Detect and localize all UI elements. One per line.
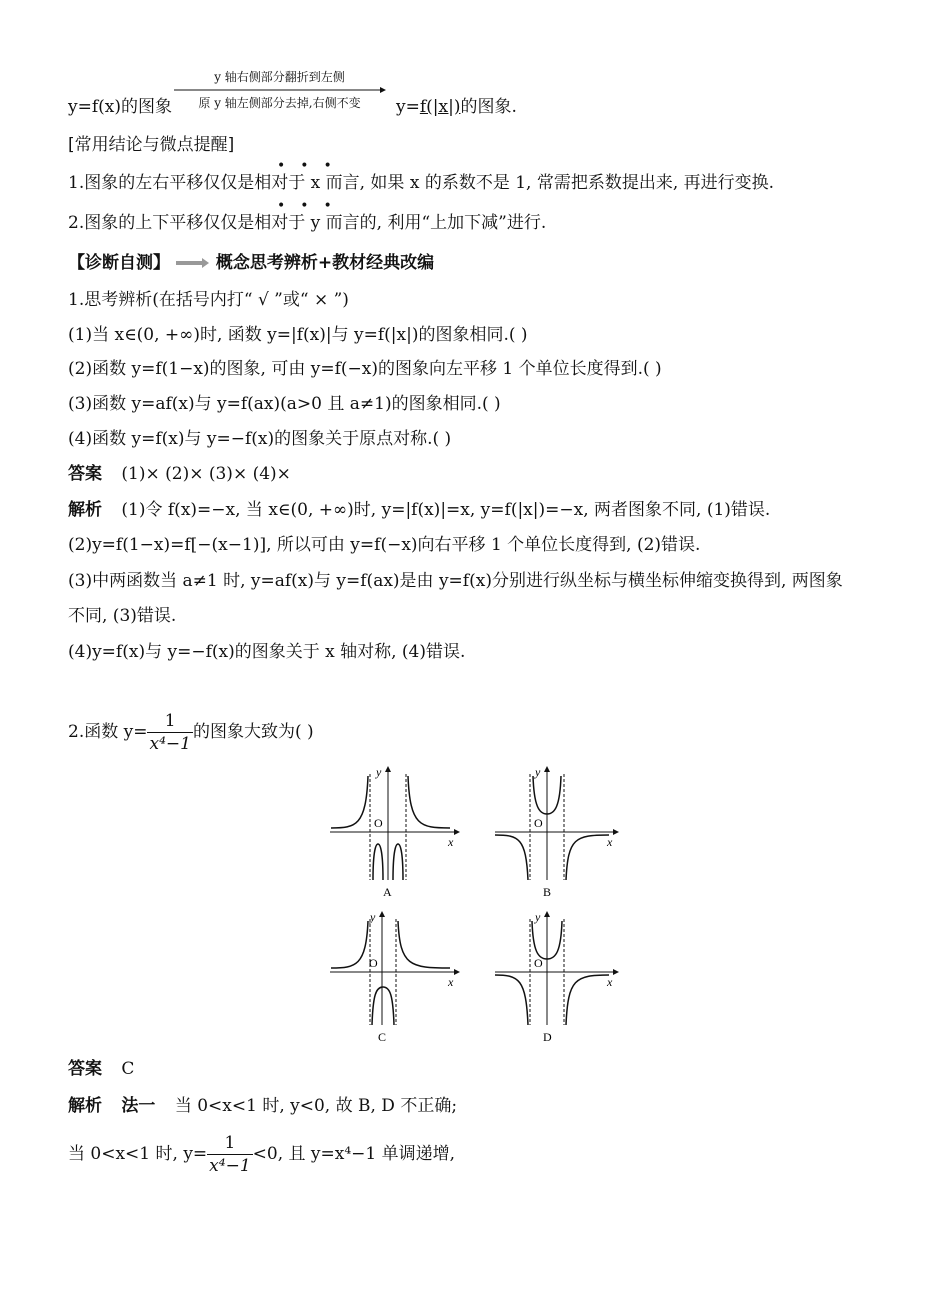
answer-2-label: 答案 bbox=[68, 1059, 102, 1079]
graph-d bbox=[495, 910, 619, 1042]
analysis-4: (4)y=f(x)与 y=−f(x)的图象关于 x 轴对称, (4)错误. bbox=[68, 642, 466, 662]
transform-right-a: y= bbox=[396, 97, 420, 117]
q2-prefix: 2.函数 y= bbox=[68, 722, 148, 742]
q2-stem bbox=[68, 710, 314, 755]
graph-c-label: C bbox=[378, 1030, 387, 1042]
graph-b-origin: O bbox=[534, 816, 543, 830]
diagnosis-title: 【诊断自测】 bbox=[68, 253, 170, 273]
arrow-top-label: y 轴右侧部分翻折到左侧 bbox=[214, 70, 345, 84]
answer-label: 答案 bbox=[68, 464, 102, 484]
graph-c-y-label: y bbox=[370, 910, 376, 924]
transform-arrow bbox=[172, 68, 387, 112]
analysis-3a: (3)中两函数当 a≠1 时, y=af(x)与 y=f(ax)是由 y=f(x)分别进行纵坐标与横坐标伸缩变换得到, 两图象 bbox=[68, 571, 843, 591]
method-2-fraction-den: x⁴−1 bbox=[209, 1156, 251, 1176]
answer-1 bbox=[68, 463, 291, 485]
conclusion-item-1-text: 1.图象的左右平移仅仅是相对于 x 而言, 如果 x 的系数不是 1, 常需把系数提出来, 再进行变换. bbox=[68, 173, 775, 193]
answer-2-text: C bbox=[121, 1059, 135, 1079]
method-1-line bbox=[68, 1095, 457, 1117]
transform-line bbox=[68, 96, 172, 118]
q1-item-4: (4)函数 y=f(x)与 y=−f(x)的图象关于原点对称.( ) bbox=[68, 429, 452, 449]
method-2-fraction-num: 1 bbox=[207, 1132, 252, 1155]
graph-b bbox=[495, 765, 619, 899]
graph-c-x-label: x bbox=[448, 975, 454, 989]
method-2-suffix: <0, 且 y=x⁴−1 单调递增, bbox=[252, 1144, 456, 1164]
graph-a-x-label: x bbox=[448, 835, 454, 849]
q2-suffix: 的图象大致为( ) bbox=[192, 722, 314, 742]
diagnosis-subtitle: 概念思考辨析+教材经典改编 bbox=[215, 253, 435, 273]
analysis-2: (2)y=f(1−x)=f[−(x−1)], 所以可由 y=f(−x)向右平移 1 个单位长度得到, (2)错误. bbox=[68, 535, 701, 555]
graph-b-y-label: y bbox=[535, 765, 541, 779]
q2-fraction bbox=[147, 710, 192, 755]
method-2-fraction bbox=[207, 1132, 252, 1177]
analysis-2-label: 解析 bbox=[68, 1096, 102, 1116]
method-label: 法一 bbox=[121, 1096, 156, 1116]
conclusion-item-2-text: 2.图象的上下平移仅仅是相对于 y 而言的, 利用“上加下减”进行. bbox=[68, 213, 547, 233]
q2-fraction-den: x⁴−1 bbox=[149, 734, 191, 754]
graph-a-origin: O bbox=[374, 816, 383, 830]
method-2-prefix: 当 0<x<1 时, y= bbox=[68, 1144, 208, 1164]
transform-right bbox=[396, 96, 517, 118]
graph-c bbox=[330, 910, 460, 1042]
graph-d-label: D bbox=[543, 1030, 552, 1042]
answer-1-text: (1)× (2)× (3)× (4)× bbox=[121, 464, 291, 484]
double-arrow-icon bbox=[176, 257, 210, 269]
answer-2 bbox=[68, 1058, 134, 1080]
emphasis-dots-1: ••• bbox=[277, 158, 347, 174]
arrow-bottom-label: 原 y 轴左侧部分去掉,右侧不变 bbox=[198, 96, 361, 110]
transform-left: y=f(x)的图象 bbox=[68, 97, 172, 117]
diagnosis-header bbox=[68, 252, 434, 274]
conclusion-item-2 bbox=[68, 212, 546, 234]
transform-right-b: f(|x|) bbox=[419, 97, 461, 117]
q1-item-2: (2)函数 y=f(1−x)的图象, 可由 y=f(−x)的图象向左平移 1 个单位长度得到.( ) bbox=[68, 359, 662, 379]
method-1-text: 当 0<x<1 时, y<0, 故 B, D 不正确; bbox=[174, 1096, 458, 1116]
graph-d-y-label: y bbox=[535, 910, 541, 924]
section-title-conclusions: [常用结论与微点提醒] bbox=[68, 135, 235, 155]
graph-d-origin: O bbox=[534, 956, 543, 970]
q2-fraction-num: 1 bbox=[147, 710, 192, 733]
graph-b-label: B bbox=[543, 885, 552, 899]
graph-c-origin: O bbox=[369, 956, 378, 970]
emphasis-dots-2: ••• bbox=[277, 198, 347, 214]
analysis-3b: 不同, (3)错误. bbox=[68, 606, 177, 626]
graph-options bbox=[326, 762, 646, 1042]
graph-b-x-label: x bbox=[607, 835, 613, 849]
graph-d-x-label: x bbox=[607, 975, 613, 989]
q1-item-3: (3)函数 y=af(x)与 y=f(ax)(a>0 且 a≠1)的图象相同.( ) bbox=[68, 394, 501, 414]
q1-item-1: (1)当 x∈(0, +∞)时, 函数 y=|f(x)|与 y=f(|x|)的图象相同.( ) bbox=[68, 325, 528, 345]
transform-right-c: 的图象. bbox=[460, 97, 517, 117]
analysis-1-text: (1)令 f(x)=−x, 当 x∈(0, +∞)时, y=|f(x)|=x, y=f(|x|)=−x, 两者图象不同, (1)错误. bbox=[121, 500, 771, 520]
analysis-1 bbox=[68, 499, 770, 521]
conclusion-item-1 bbox=[68, 172, 774, 194]
method-2-line bbox=[68, 1132, 455, 1177]
graph-a-y-label: y bbox=[376, 765, 382, 779]
graph-a-label: A bbox=[383, 885, 392, 899]
graph-a bbox=[330, 765, 460, 899]
analysis-label: 解析 bbox=[68, 500, 102, 520]
q1-title: 1.思考辨析(在括号内打“ √ ”或“ × ”) bbox=[68, 290, 349, 310]
